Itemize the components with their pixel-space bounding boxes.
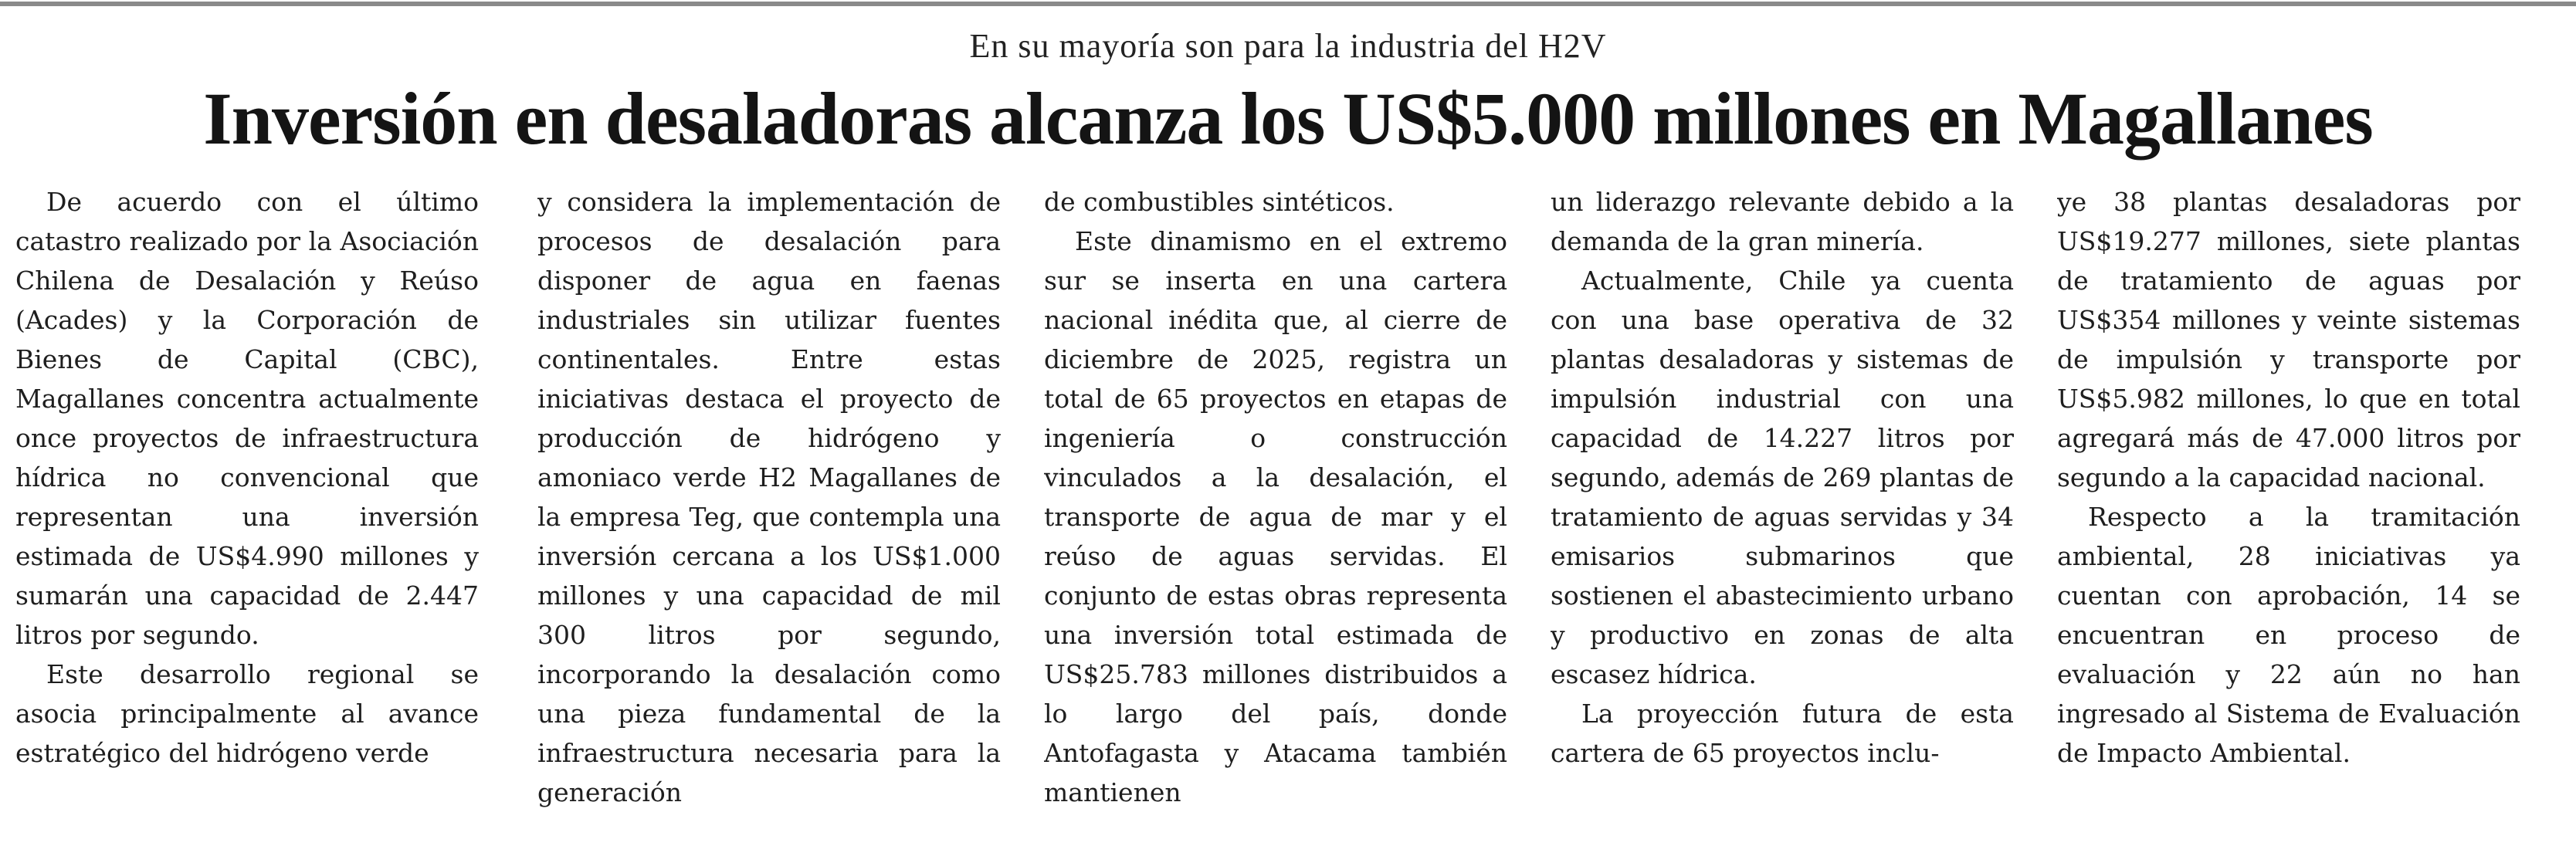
paragraph: La proyección futura de esta cartera de 65 proyectos inclu-: [1551, 699, 2014, 768]
paragraph: Respecto a la tramitación ambiental, 28 iniciativas ya cuentan con aprobación, 14 se encuentran en proceso de evaluación y 22 aún no han ingresado al Sistema de Evaluación de Impacto Ambiental.: [2057, 502, 2520, 768]
article-kicker: En su mayoría son para la industria del H2V: [969, 27, 1607, 65]
text-column-5: [2057, 182, 2520, 846]
paragraph: de combustibles sintéticos.: [1044, 187, 1395, 217]
paragraph: Este desarrollo regional se asocia principalmente al avance estratégico del hidrógeno verde: [15, 659, 479, 768]
paragraph: ye 38 plantas desaladoras por US$19.277 millones, siete plantas de tratamiento de aguas por US$354 millones y veinte sistemas de impulsión y transporte por US$5.982 millones, lo que en total agregará más de 47.000 litros por segundo a la capacidad nacional.: [2057, 187, 2520, 492]
text-column-2: [537, 182, 1001, 846]
paragraph: Actualmente, Chile ya cuenta con una base operativa de 32 plantas desaladoras y sistemas de impulsión industrial con una capacidad de 14.227 litros por segundo, además de 269 plantas de tratamiento de aguas servidas y 34 emisarios submarinos que sostienen el abastecimiento urbano y productivo en zonas de alta escasez hídrica.: [1551, 266, 2014, 689]
text-column-1: [15, 182, 479, 846]
top-divider: [0, 2, 2576, 6]
article-headline: Inversión en desaladoras alcanza los US$5.000 millones en Magallanes: [203, 77, 2373, 160]
paragraph: Este dinamismo en el extremo sur se inserta en una cartera nacional inédita que, al cierre de diciembre de 2025, registra un total de 65 proyectos en etapas de ingeniería o construcción vinculados a la desalación, el transporte de agua de mar y el reúso de aguas servidas. El conjunto de estas obras representa una inversión total estimada de US$25.783 millones distribuidos a lo largo del país, donde Antofagasta y Atacama también mantienen: [1044, 226, 1507, 807]
paragraph: y considera la implementación de procesos de desalación para disponer de agua en faenas industriales sin utilizar fuentes continentales. Entre estas iniciativas destaca el proyecto de producción de hidrógeno y amoniaco verde H2 Magallanes de la empresa Teg, que contempla una inversión cercana a los US$1.000 millones y una capacidad de mil 300 litros por segundo, incorporando la desalación como una pieza fundamental de la infraestructura necesaria para la generación: [537, 187, 1001, 807]
paragraph: De acuerdo con el último catastro realizado por la Asociación Chilena de Desalación y Reúso (Acades) y la Corporación de Bienes de Capital (CBC), Magallanes concentra actualmente once proyectos de infraestructura hídrica no convencional que representan una inversión estimada de US$4.990 millones y sumarán una capacidad de 2.447 litros por segundo.: [15, 187, 479, 650]
paragraph: un liderazgo relevante debido a la demanda de la gran minería.: [1551, 187, 2014, 256]
text-column-3: [1044, 182, 1507, 846]
text-column-4: [1551, 182, 2014, 846]
